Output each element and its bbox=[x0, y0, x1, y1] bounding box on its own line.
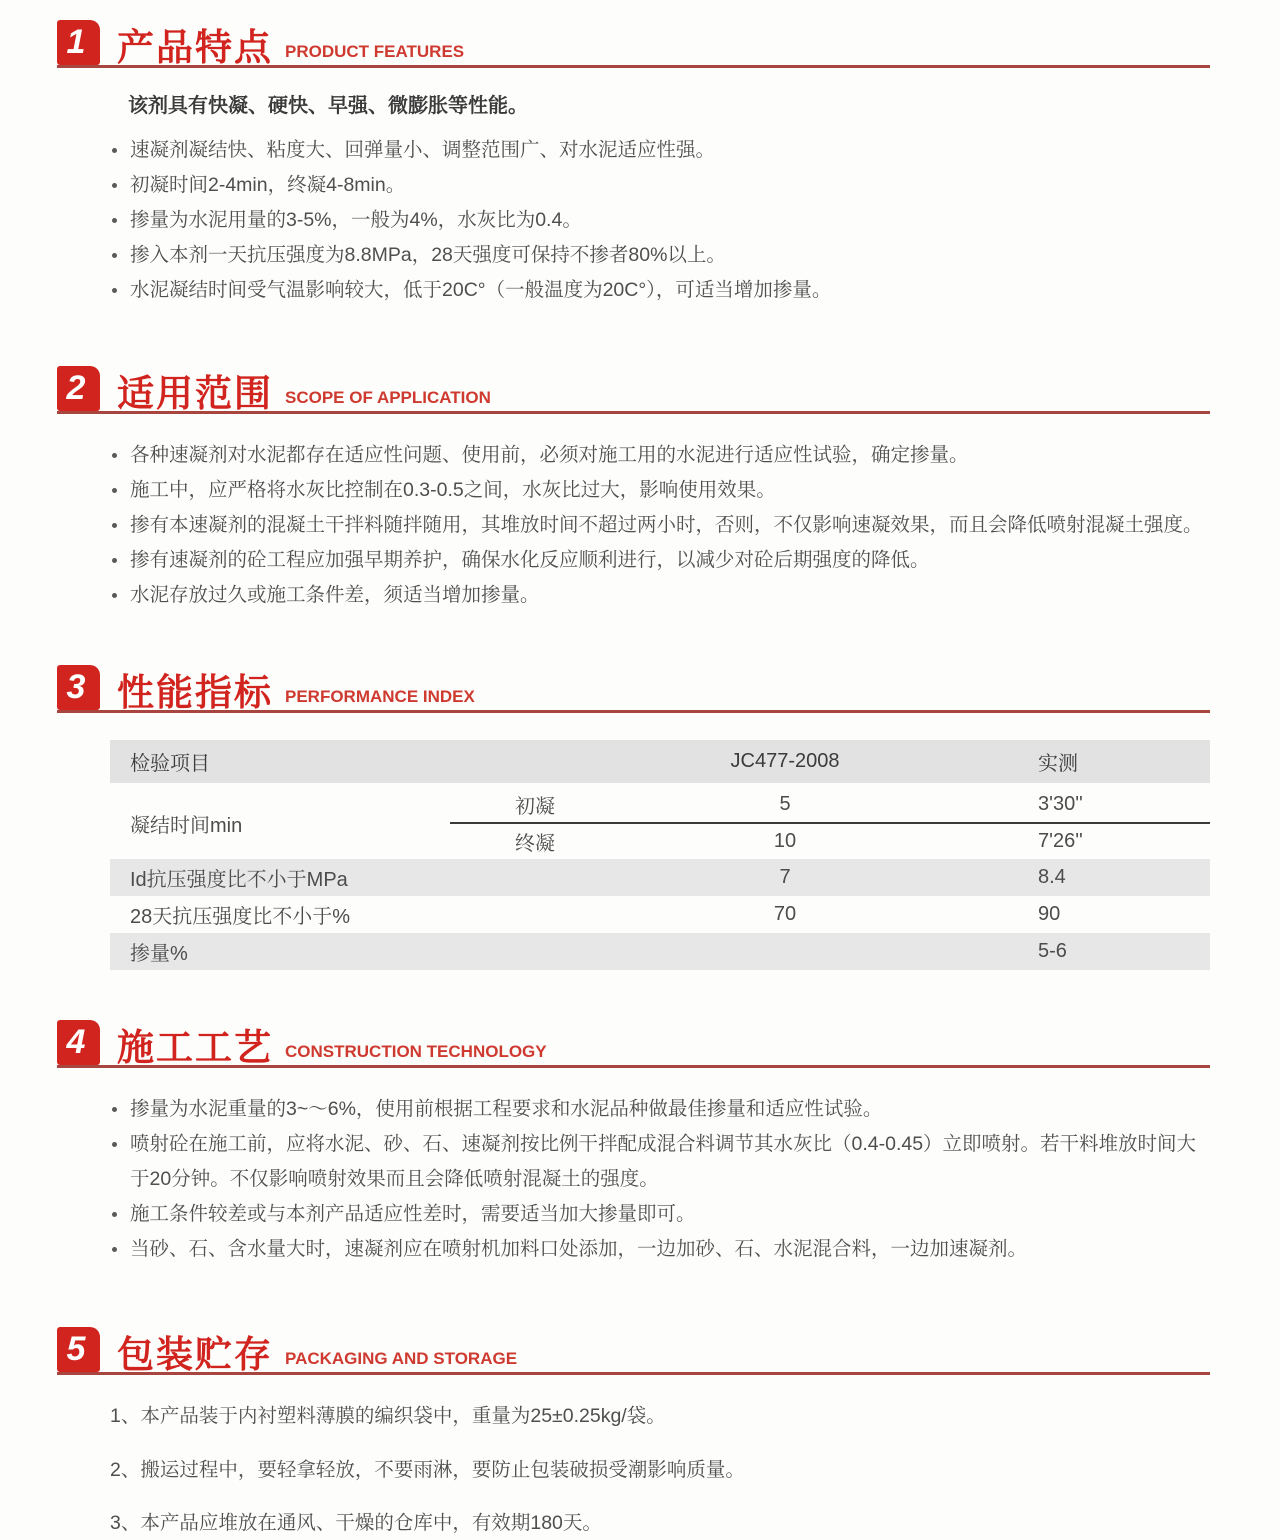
table-header-std: JC477-2008 bbox=[730, 750, 840, 772]
bullet-text: 掺量为水泥重量的3~～6%，使用前根据工程要求和水泥品种做最佳掺量和适应性试验。 bbox=[130, 1098, 883, 1120]
list-item bbox=[112, 238, 1210, 273]
list-item bbox=[112, 1232, 1210, 1267]
bullet-text: 各种速凝剂对水泥都存在适应性问题、使用前，必须对施工用的水泥进行适应性试验，确定掺量。 bbox=[130, 444, 969, 466]
section-1-subtitle: PRODUCT FEATURES bbox=[285, 42, 465, 61]
product-features-list bbox=[57, 133, 1210, 308]
list-item bbox=[112, 168, 1210, 203]
section-product-features bbox=[57, 20, 1210, 308]
table-header-measured: 实测 bbox=[1038, 753, 1078, 775]
table-cell-label: 凝结时间min bbox=[130, 814, 243, 837]
bullet-dot-icon bbox=[112, 253, 117, 258]
section-4-title: 施工工艺 bbox=[117, 1026, 273, 1068]
bullet-dot-icon bbox=[112, 593, 117, 598]
section-4-header bbox=[57, 1020, 1210, 1068]
bullet-dot-icon bbox=[112, 148, 117, 153]
bullet-dot-icon bbox=[112, 1212, 117, 1217]
section-packaging-storage bbox=[57, 1327, 1210, 1540]
list-item bbox=[112, 473, 1210, 508]
table-cell-std: 10 bbox=[773, 830, 797, 852]
section-performance-index bbox=[57, 665, 1210, 970]
table-cell-measured: 8.4 bbox=[1038, 866, 1066, 888]
bullet-dot-icon bbox=[112, 1142, 117, 1147]
section-4-number-badge: 4 bbox=[57, 1020, 100, 1065]
list-item bbox=[112, 543, 1210, 578]
section-2-number-badge: 2 bbox=[57, 366, 100, 411]
bullet-text: 掺有本速凝剂的混凝土干拌料随拌随用，其堆放时间不超过两小时，否则，不仅影响速凝效果，而且会降低喷射混凝土强度。 bbox=[130, 514, 1203, 536]
bullet-dot-icon bbox=[112, 218, 117, 223]
list-item bbox=[112, 438, 1210, 473]
section-4-subtitle: CONSTRUCTION TECHNOLOGY bbox=[285, 1042, 547, 1061]
table-cell-std: 70 bbox=[773, 903, 797, 925]
bullet-dot-icon bbox=[112, 1247, 117, 1252]
list-item bbox=[112, 1092, 1210, 1127]
table-cell-measured: 3'30'' bbox=[1038, 793, 1083, 815]
numbered-item: 2、搬运过程中，要轻拿轻放，不要雨淋，要防止包装破损受潮影响质量。 bbox=[110, 1458, 745, 1481]
bullet-dot-icon bbox=[112, 453, 117, 458]
section-3-header bbox=[57, 665, 1210, 713]
list-item bbox=[112, 133, 1210, 168]
numbered-item: 1、本产品装于内衬塑料薄膜的编织袋中，重量为25±0.25kg/袋。 bbox=[110, 1405, 666, 1427]
section-1-header bbox=[57, 20, 1210, 68]
section-2-subtitle: SCOPE OF APPLICATION bbox=[285, 388, 491, 407]
packaging-list bbox=[57, 1399, 1210, 1540]
construction-list bbox=[57, 1092, 1210, 1267]
bullet-text: 水泥凝结时间受气温影响较大，低于20C°（一般温度为20C°），可适当增加掺量。 bbox=[130, 279, 832, 301]
section-5-title: 包装贮存 bbox=[117, 1333, 273, 1375]
bullet-text: 掺入本剂一天抗压强度为8.8MPa，28天强度可保持不掺者80%以上。 bbox=[130, 244, 726, 266]
product-features-intro: 该剂具有快凝、硬快、早强、微膨胀等性能。 bbox=[128, 95, 528, 117]
table-sub-divider bbox=[450, 822, 1210, 824]
bullet-text: 水泥存放过久或施工条件差，须适当增加掺量。 bbox=[130, 584, 540, 606]
section-2-title: 适用范围 bbox=[117, 372, 273, 414]
bullet-text: 掺量为水泥用量的3-5%，一般为4%，水灰比为0.4。 bbox=[130, 209, 582, 231]
bullet-text: 速凝剂凝结快、粘度大、回弹量小、调整范围广、对水泥适应性强。 bbox=[130, 139, 716, 161]
section-3-number-badge: 3 bbox=[57, 665, 100, 710]
table-row-28d-strength bbox=[110, 896, 1210, 933]
bullet-text: 喷射砼在施工前，应将水泥、砂、石、速凝剂按比例干拌配成混合料调节其水灰比（0.4-0.45）立即喷射。若干料堆放时间大于20分钟。不仅影响喷射效果而且会降低喷射混凝土的强度。 bbox=[130, 1133, 1197, 1190]
bullet-dot-icon bbox=[112, 183, 117, 188]
bullet-text: 初凝时间2-4min，终凝4-8min。 bbox=[130, 174, 406, 196]
bullet-dot-icon bbox=[112, 523, 117, 528]
list-item bbox=[112, 203, 1210, 238]
section-5-subtitle: PACKAGING AND STORAGE bbox=[285, 1349, 518, 1368]
table-cell-sublabel: 终凝 bbox=[515, 833, 555, 855]
list-item bbox=[112, 273, 1210, 308]
section-5-header bbox=[57, 1327, 1210, 1375]
section-2-header bbox=[57, 366, 1210, 414]
bullet-dot-icon bbox=[112, 558, 117, 563]
numbered-item: 3、本产品应堆放在通风、干燥的仓库中，有效期180天。 bbox=[110, 1512, 602, 1534]
bullet-text: 当砂、石、含水量大时，速凝剂应在喷射机加料口处添加，一边加砂、石、水泥混合料，一边加速凝剂。 bbox=[130, 1238, 1028, 1260]
table-header-item: 检验项目 bbox=[130, 753, 210, 775]
bullet-text: 掺有速凝剂的砼工程应加强早期养护，确保水化反应顺利进行，以减少对砼后期强度的降低。 bbox=[130, 549, 930, 571]
table-header-row bbox=[110, 740, 1210, 783]
table-cell-std: 5 bbox=[779, 793, 791, 815]
scope-list bbox=[57, 438, 1210, 613]
section-1-title: 产品特点 bbox=[117, 26, 273, 68]
section-construction-technology bbox=[57, 1020, 1210, 1267]
table-cell-sublabel: 初凝 bbox=[515, 796, 555, 818]
table-cell-measured: 5-6 bbox=[1038, 940, 1067, 962]
table-row-1d-strength bbox=[110, 859, 1210, 896]
table-cell-measured: 90 bbox=[1038, 903, 1061, 925]
list-item bbox=[112, 1197, 1210, 1232]
bullet-text: 施工中，应严格将水灰比控制在0.3-0.5之间，水灰比过大，影响使用效果。 bbox=[130, 479, 776, 501]
bullet-dot-icon bbox=[112, 1107, 117, 1112]
list-item bbox=[112, 1127, 1210, 1197]
section-scope-of-application bbox=[57, 366, 1210, 613]
bullet-text: 施工条件较差或与本剂产品适应性差时，需要适当加大掺量即可。 bbox=[130, 1203, 696, 1225]
table-cell-label: 28天抗压强度比不小于% bbox=[130, 906, 351, 928]
section-1-number-badge: 1 bbox=[57, 20, 100, 65]
section-3-title: 性能指标 bbox=[117, 671, 273, 713]
bullet-dot-icon bbox=[112, 488, 117, 493]
section-3-subtitle: PERFORMANCE INDEX bbox=[285, 687, 475, 706]
table-row-dosage bbox=[110, 933, 1210, 970]
table-row-setting-time bbox=[110, 787, 1210, 859]
list-item bbox=[112, 508, 1210, 543]
table-cell-measured: 7'26'' bbox=[1038, 830, 1083, 852]
table-cell-label: 掺量% bbox=[130, 943, 188, 965]
list-item bbox=[112, 578, 1210, 613]
section-5-number-badge: 5 bbox=[57, 1327, 100, 1372]
table-cell-label: Id抗压强度比不小于MPa bbox=[130, 869, 348, 891]
performance-table bbox=[110, 740, 1210, 970]
bullet-dot-icon bbox=[112, 288, 117, 293]
table-cell-std: 7 bbox=[779, 866, 791, 888]
